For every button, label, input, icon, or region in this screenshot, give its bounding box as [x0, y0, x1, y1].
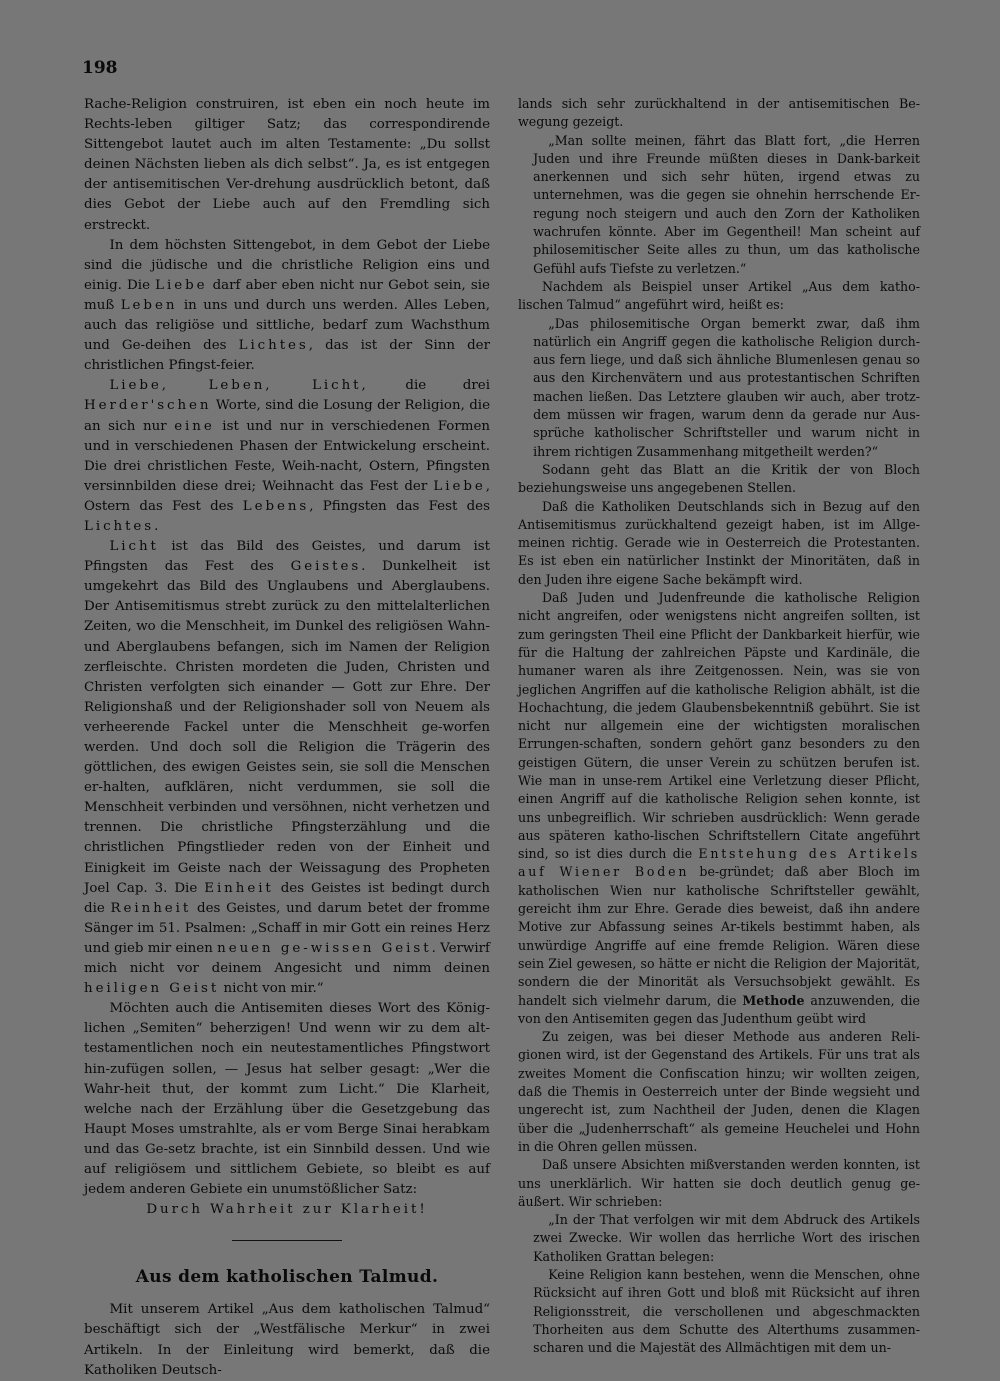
- paragraph: Sodann geht das Blatt an die Kritik der von Bloch beziehungsweise uns angegebenen Stellen.: [518, 461, 920, 496]
- paragraph: In dem höchsten Sittengebot, in dem Gebot der Liebe sind die jüdische und die christliche Religion eins und einig. Die Liebe darf aber eben nicht nur Gebot sein, sie muß Leben in uns und durch uns werden. Alles Leben, auch das religiöse und sittliche, bedarf zum Wachsthum und Ge-deihen des Lichtes, das ist der Sinn der christlichen Pfingst-feier.: [84, 237, 490, 374]
- paragraph: Daß unsere Absichten mißverstanden werden konnten, ist uns unerklärlich. Wir hatten sie doch deutlich genug ge-äußert. Wir schrieben:: [518, 1157, 920, 1209]
- paragraph: Liebe, Leben, Licht, die drei Herder'schen Worte, sind die Losung der Religion, die an sich nur eine ist und nur in verschiedenen Formen und in verschiedenen Phasen der Entwickelung erscheint. Die drei christlichen Feste, Weih-nacht, Ostern, Pfingsten versinnbilden diese drei; Weihnacht das Fest der Liebe, Ostern das Fest des Lebens, Pfingsten das Fest des Lichtes.: [84, 378, 490, 534]
- page-number: 198: [82, 58, 118, 78]
- paragraph: Rache-Religion construiren, ist eben ein noch heute im Rechts-leben giltiger Satz; das correspondirende Sittengebot lautet auch im alten Testamente: „Du sollst deinen Nächsten lieben als dich selbst“. Ja, es ist entgegen der antisemitischen Ver-drehung ausdrücklich betont, daß dies Gebot der Liebe auch auf den Fremdling sich erstreckt.: [84, 97, 490, 233]
- paragraph: Licht ist das Bild des Geistes, und darum ist Pfingsten das Fest des Geistes. Dunkelheit ist umgekehrt das Bild des Unglaubens und Aberglaubens. Der Antisemitismus strebt zurück zu den mittelalterlichen Zeiten, wo die Menschheit, im Dunkel des religiösen Wahn- und Aberglaubens befangen, sich im Namen der Religion zerfleischte. Christen mordeten die Juden, Christen und Christen verfolgten sich einander — Gott zur Ehre. Der Religionshaß und der Religionshader soll von Neuem als verheerende Fackel unter die Menschheit ge-worfen werden. Und doch soll die Religion die Trägerin des göttlichen, des ewigen Geistes sein, sie soll die Menschen er-halten, aufklären, nicht verdummen, sie soll die Menschheit verbinden und versöhnen, nicht verhetzen und trennen. Die christliche Pfingsterzählung und die christlichen Pfingstlieder reden von der Einheit und Einigkeit im Geiste nach der Weissagung des Propheten Joel Cap. 3. Die Einheit des Geistes ist bedingt durch die Reinheit des Geistes, und darum betet der fromme Sänger im 51. Psalmen: „Schaff in mir Gott ein reines Herz und gieb mir einen neuen ge-wissen Geist. Verwirf mich nicht vor deinem Angesicht und nimm deinen heiligen Geist nicht von mir.“: [84, 539, 491, 997]
- quote-paragraph: „Das philosemitische Organ bemerkt zwar, daß ihm natürlich ein Angriff gegen die katholische Religion durch-aus fern liege, und daß sich ähnliche Blumenlesen genau so aus den Kirchenvätern und aus protestantischen Schriften machen ließen. Das Letztere glauben wir auch, aber trotz-dem müssen wir fragen, warum denn da gerade nur Aus-sprüche katholischer Schriftsteller und warum nicht in ihrem richtigen Zusammenhang mitgetheilt werden?“: [533, 315, 920, 459]
- motto: Durch Wahrheit zur Klarheit!: [146, 1202, 428, 1218]
- divider: [232, 1240, 342, 1241]
- paragraph: Zu zeigen, was bei dieser Methode aus anderen Reli-gionen wird, ist der Gegenstand des Artikels. Für uns trat als zweites Moment die Confiscation hinzu; wir wollten zeigen, daß die Themis in Oesterreich unter der Binde wegsieht und ungerecht ist, zum Nachtheil der Juden, denen die Klagen über die „Judenherrschaft“ als gemeine Heuchelei und Hohn in die Ohren gellen müssen.: [518, 1029, 920, 1154]
- article-heading: Aus dem katholischen Talmud.: [135, 1267, 439, 1288]
- left-column: [84, 95, 490, 1381]
- paragraph: Daß die Katholiken Deutschlands sich in Bezug auf den Antisemitismus zurückhaltend gezeigt haben, ist im Allge-meinen richtig. Gerade wie in Oesterreich die Protestanten. Es ist eben ein natürlicher Instinkt der Minoritäten, daß in den Juden ihre eigene Sache bekämpft wird.: [518, 498, 920, 587]
- quote-paragraph: „Man sollte meinen, fährt das Blatt fort, „die Herren Juden und ihre Freunde müßten dieses in Dank-barkeit anerkennen und sich sehr hüten, irgend etwas zu unternehmen, was die gegen sie ohnehin herrschende Er-regung noch steigern und auch den Zorn der Katholiken wachrufen könnte. Aber im Gegentheil! Man scheint auf philosemitischer Seite alles zu thun, um das katholische Gefühl aufs Tiefste zu verletzen.“: [533, 132, 920, 276]
- quote-paragraph: Keine Religion kann bestehen, wenn die Menschen, ohne Rücksicht auf ihren Gott und bloß mit Rücksicht auf ihren Religionsstreit, die verschollenen und abgeschmackten Thorheiten aus dem Schutte des Alterthums zusammen-scharen und die Majestät des Allmächtigen mit dem un-: [533, 1267, 920, 1356]
- paragraph: Mit unserem Artikel „Aus dem katholischen Talmud“ beschäftigt sich der „Westfälische Merkur“ in zwei Artikeln. In der Einleitung wird bemerkt, daß die Katholiken Deutsch-: [84, 1302, 490, 1378]
- paragraph: Nachdem als Beispiel unser Artikel „Aus dem katho-lischen Talmud“ angeführt wird, heißt es:: [518, 278, 920, 313]
- quote-paragraph: „In der That verfolgen wir mit dem Abdruck des Artikels zwei Zwecke. Wir wollen das herrliche Wort des irischen Katholiken Grattan belegen:: [533, 1212, 920, 1264]
- paragraph: Möchten auch die Antisemiten dieses Wort des König-lichen „Semiten“ beherzigen! Und wenn wir zu dem alt-testamentlichen noch ein neutestamentliches Pfingstwort hin-zufügen sollen, — Jesus hat selber gesagt: „Wer die Wahr-heit thut, der kommt zum Licht.“ Die Klarheit, welche nach der Erzählung über die Gesetzgebung das Haupt Moses umstrahlte, als er vom Berge Sinai herabkam und das Ge-setz brachte, ist ein Sinnbild dessen. Und wie auf religiösem und sittlichem Gebiete, so bleibt es auf jedem anderen Gebiete ein unumstößlicher Satz:: [84, 1001, 490, 1198]
- right-column: [518, 95, 920, 1357]
- paragraph: lands sich sehr zurückhaltend in der antisemitischen Be-wegung gezeigt.: [518, 96, 920, 130]
- paragraph: Daß Juden und Judenfreunde die katholische Religion nicht angreifen, oder wenigstens nicht angreifen sollten, ist zum geringsten Theil eine Pflicht der Dankbarkeit hierfür, wie für die Haltung der zahlreichen Päpste und Kardinäle, die humaner waren als ihre Zeitgenossen. Nein, was sie von jeglichen Angriffen auf die katholische Religion abhält, ist die Hochachtung, die jedem Glaubensbekenntniß gebührt. Sie ist nicht nur allgemein eine der wichtigsten moralischen Errungen-schaften, sondern gehört ganz besonders zu den geistigen Gütern, die unser Verein zu schützen berufen ist. Wie man in unse-rem Artikel eine Verletzung dieser Pflicht, einen Angriff auf die katholische Religion sehen konnte, ist uns unbegreiflich. Wir schrieben ausdrücklich: Wenn gerade aus späteren katho-lischen Schriftstellern Citate angeführt sind, so ist dies durch die Entstehung des Artikels auf Wiener Boden be-gründet; daß aber Bloch im katholischen Wien nur katholische Schriftsteller gewählt, gereicht ihm zur Ehre. Gerade dies beweist, daß ihn andere Motive zur Abfassung seines Ar-tikels bestimmt haben, als unwürdige Angriffe auf eine fremde Religion. Wären diese sein Ziel gewesen, so hätte er nicht die Religion der Majorität, sondern die der Minorität als Versuchsobjekt gewählt. Es handelt sich vielmehr darum, die Methode anzuwenden, die von den Antisemiten gegen das Judenthum geübt wird: [518, 590, 921, 1026]
